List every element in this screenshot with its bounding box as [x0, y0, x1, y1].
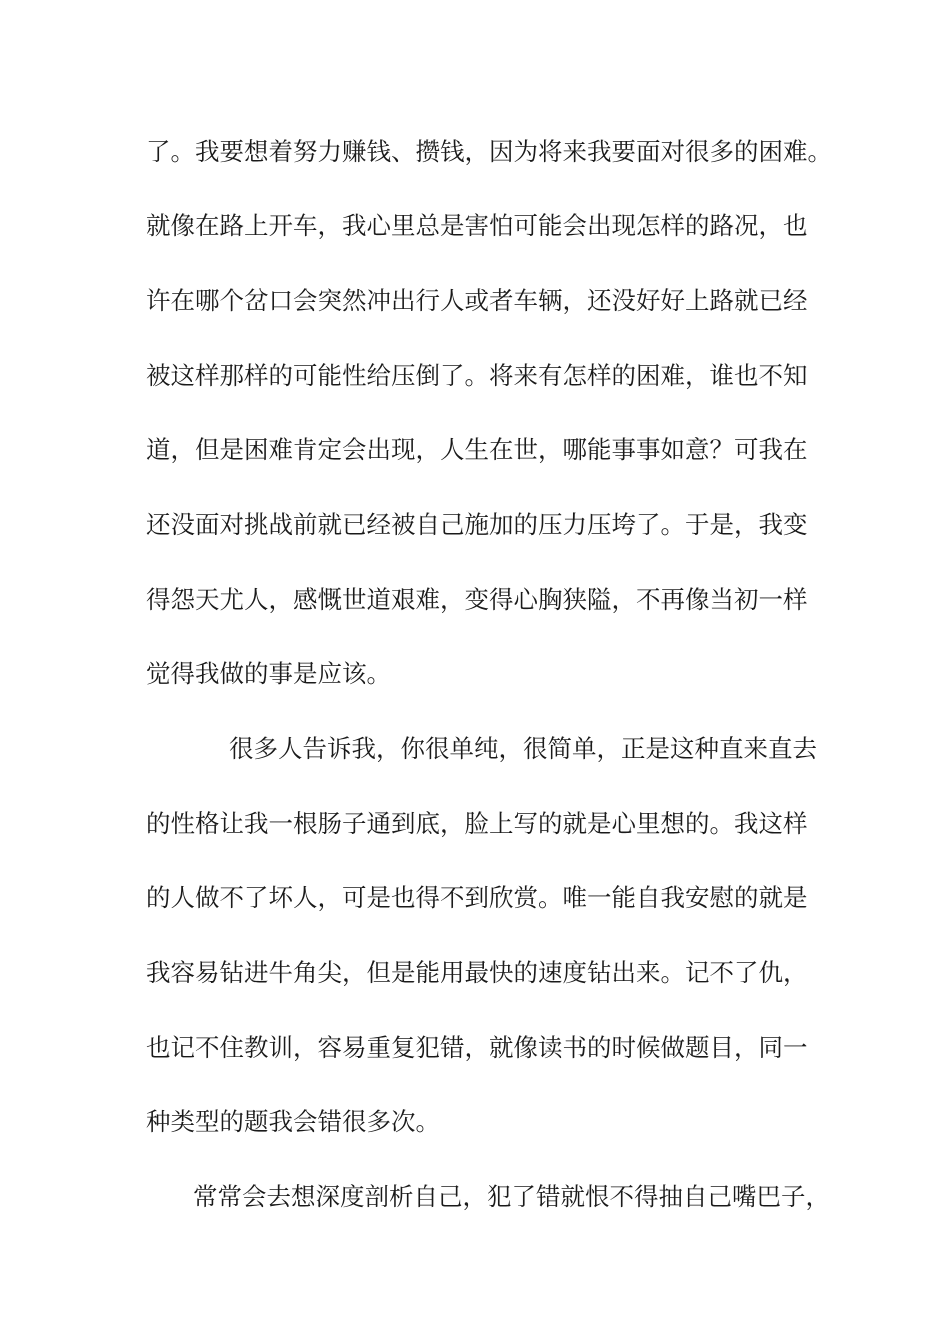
text-line: 被这样那样的可能性给压倒了。将来有怎样的困难，谁也不知: [146, 361, 808, 390]
paragraph-first-line: 很多人告诉我，你很单纯，很简单，正是这种直来直去: [229, 734, 817, 763]
paragraph-first-line: 常常会去想深度剖析自己，犯了错就恨不得抽自己嘴巴子，: [193, 1182, 830, 1211]
text-line: 还没面对挑战前就已经被自己施加的压力压垮了。于是，我变: [146, 510, 808, 539]
text-line: 的人做不了坏人，可是也得不到欣赏。唯一能自我安慰的就是: [146, 883, 808, 912]
text-line: 就像在路上开车，我心里总是害怕可能会出现怎样的路况，也: [146, 211, 808, 240]
text-line: 种类型的题我会错很多次。: [146, 1107, 440, 1136]
text-line: 的性格让我一根肠子通到底，脸上写的就是心里想的。我这样: [146, 809, 808, 838]
text-line: 觉得我做的事是应该。: [146, 659, 391, 688]
text-line: 道，但是困难肯定会出现，人生在世，哪能事事如意？可我在: [146, 435, 808, 464]
text-line: 了。我要想着努力赚钱、攒钱，因为将来我要面对很多的困难。: [146, 137, 832, 166]
text-line: 许在哪个岔口会突然冲出行人或者车辆，还没好好上路就已经: [146, 286, 808, 315]
text-line: 我容易钻进牛角尖，但是能用最快的速度钻出来。记不了仇，: [146, 958, 808, 987]
text-line: 得怨天尤人，感慨世道艰难，变得心胸狭隘，不再像当初一样: [146, 585, 808, 614]
text-line: 也记不住教训，容易重复犯错，就像读书的时候做题目，同一: [146, 1033, 808, 1062]
